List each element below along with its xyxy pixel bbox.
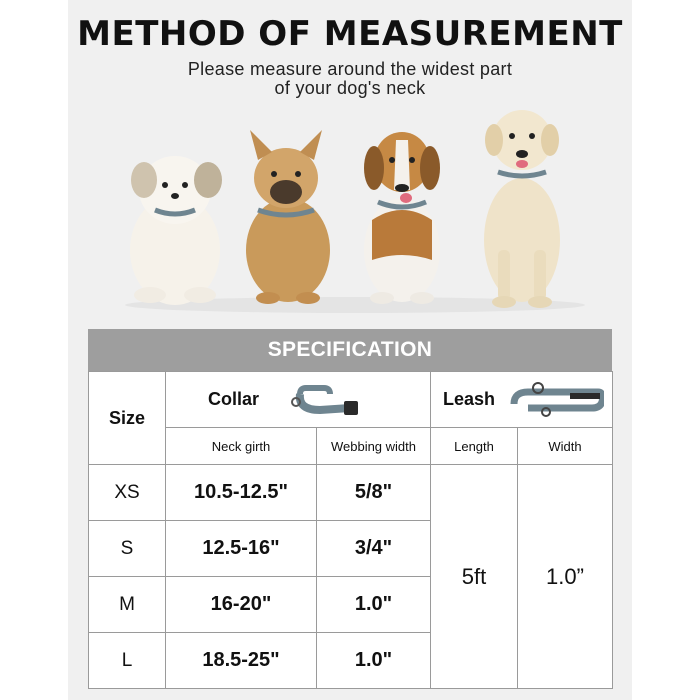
table-subheader-row xyxy=(89,428,613,465)
size-cell: L xyxy=(89,633,166,689)
french-bulldog xyxy=(246,130,330,304)
neck-girth-header: Neck girth xyxy=(166,428,317,465)
subtitle-line-1: Please measure around the widest part xyxy=(187,59,513,79)
labrador-retriever xyxy=(484,110,560,308)
webbing-width-cell: 5/8" xyxy=(317,465,431,521)
leash-label: Leash xyxy=(443,389,496,409)
width-header: Width xyxy=(518,428,613,465)
webbing-width-header: Webbing width xyxy=(317,428,431,465)
leash-icon xyxy=(508,380,604,420)
webbing-width-cell: 3/4" xyxy=(317,521,431,577)
table-header-row xyxy=(89,372,613,428)
neck-girth-cell: 18.5-25" xyxy=(166,633,317,689)
size-cell: S xyxy=(89,521,166,577)
webbing-width-cell: 1.0" xyxy=(317,633,431,689)
dogs-illustration xyxy=(110,100,590,320)
webbing-width-cell: 1.0" xyxy=(317,577,431,633)
neck-girth-cell: 16-20" xyxy=(166,577,317,633)
specification-header: SPECIFICATION xyxy=(88,329,612,371)
leash-width-cell: 1.0” xyxy=(518,465,613,689)
length-header: Length xyxy=(431,428,518,465)
size-header: Size xyxy=(89,372,166,465)
size-cell: XS xyxy=(89,465,166,521)
neck-girth-cell: 12.5-16" xyxy=(166,521,317,577)
beagle xyxy=(364,132,440,304)
page-title: METHOD OF MEASUREMENT xyxy=(77,14,623,54)
collar-label: Collar xyxy=(208,389,260,409)
page-subtitle xyxy=(0,60,700,98)
size-cell: M xyxy=(89,577,166,633)
subtitle-line-2: of your dog's neck xyxy=(274,78,426,98)
maltese-dog xyxy=(130,156,222,305)
collar-icon xyxy=(290,382,362,418)
leash-length-cell: 5ft xyxy=(431,465,518,689)
leash-header xyxy=(431,372,613,428)
collar-header xyxy=(166,372,431,428)
neck-girth-cell: 10.5-12.5" xyxy=(166,465,317,521)
table-row xyxy=(89,465,613,521)
specification-table xyxy=(88,371,613,689)
